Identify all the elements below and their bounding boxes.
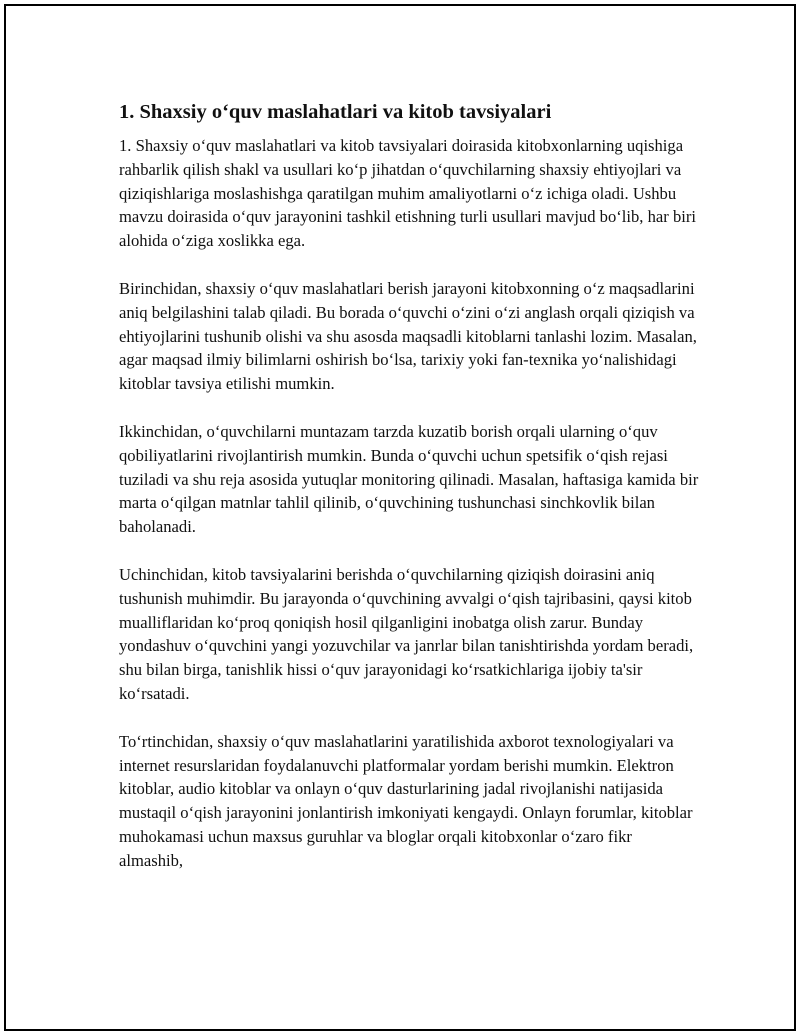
paragraph-third-point: Uchinchidan, kitob tavsiyalarini berishda o‘quvchilarning qiziqish doirasini aniq tushunish muhimdir. Bu jarayonda o‘quvchining avvalgi o‘qish tajribasini, qaysi kitob mualliflaridan ko‘proq qoniqish hosil qilganligini inobatga olish zarur. Bunday yondashuv o‘quvchini yangi yozuvchilar va janrlar bilan tanishtirishda yordam beradi, shu bilan birga, tanishlik hissi o‘quv jarayonidagi ko‘rsatkichlariga ijobiy ta'sir ko‘rsatadi. — [119, 564, 694, 703]
paragraph-intro: 1. Shaxsiy o‘quv maslahatlari va kitob tavsiyalari doirasida kitobxonlarning uqishiga rahbarlik qilish shakl va usullari ko‘p jihatdan o‘quvchilarning shaxsiy ehtiyojlari va qiziqishlariga moslashishga qaratilgan muhim amaliyotlarni o‘z ichiga oladi. Ushbu mavzu doirasida o‘quv jarayonini tashkil etishning turli usullari mavjud bo‘lib, har biri alohida o‘ziga xoslikka ega. — [119, 136, 696, 251]
paragraph-second-point: Ikkinchidan, o‘quvchilarni muntazam tarzda kuzatib borish orqali ularning o‘quv qobiliyatlarini rivojlantirish mumkin. Bunda o‘quvchi uchun spetsifik o‘qish rejasi tuziladi va shu reja asosida yutuqlar monitoring qilinadi. Masalan, haftasiga kamida bir marta o‘qilgan matnlar tahlil qilinib, o‘quvchining tushunchasi sinchkovlik bilan baholanadi. — [119, 421, 699, 537]
paragraph-first-point: Birinchidan, shaxsiy o‘quv maslahatlari berish jarayoni kitobxonning o‘z maqsadlarini aniq belgilashini talab qiladi. Bu borada o‘quvchi o‘zini o‘zi anglash orqali qiziqish va ehtiyojlarini tushunib olishi va shu asosda maqsadli kitoblarni tanlashi lozim. Masalan, agar maqsad ilmiy bilimlarni oshirish bo‘lsa, tarixiy yoki fan-texnika yo‘nalishidagi kitoblar tavsiya etilishi mumkin. — [119, 278, 697, 394]
document-body — [119, 98, 699, 897]
page-frame — [4, 4, 796, 1031]
section-heading: 1. Shaxsiy o‘quv maslahatlari va kitob tavsiyalari — [119, 101, 552, 123]
paragraph-fourth-point: To‘rtinchidan, shaxsiy o‘quv maslahatlarini yaratilishida axborot texnologiyalari va internet resurslaridan foydalanuvchi platformalar yordam berishi mumkin. Elektron kitoblar, audio kitoblar va onlayn o‘quv dasturlarining jadal rivojlanishi natijasida mustaqil o‘qish jarayonini jonlantirish imkoniyati kengaydi. Onlayn forumlar, kitoblar muhokamasi uchun maxsus guruhlar va bloglar orqali kitobxonlar o‘zaro fikr almashib, — [119, 731, 693, 870]
